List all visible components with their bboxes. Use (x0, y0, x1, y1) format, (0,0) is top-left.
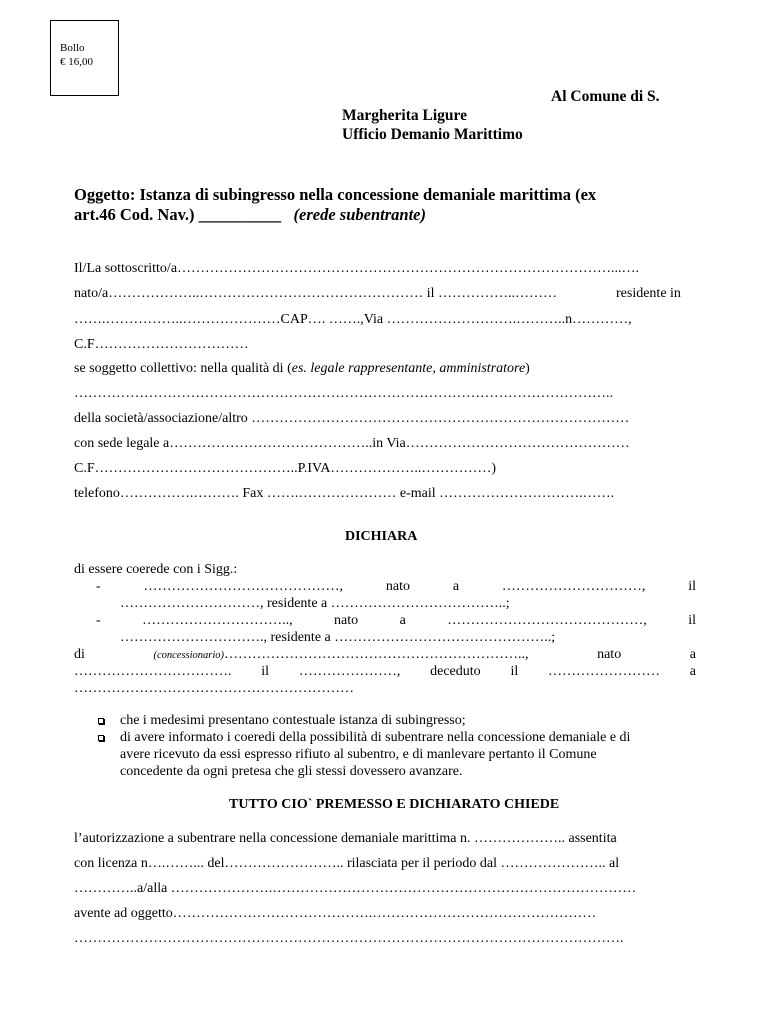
checkbox-icon[interactable] (98, 735, 104, 741)
deceased-row-1[interactable] (74, 647, 696, 663)
concessionaire-field[interactable] (153, 647, 528, 663)
bullet-text-2c: concedente da ogni pretesa che gli stessi dovessero avanzare. (120, 764, 463, 779)
concessionaire-hint: (concessionario) (153, 650, 225, 661)
dash: - (96, 613, 101, 628)
field-applicant-name[interactable]: Il/La sottoscritto/a…………………………………………………………………………………...…. (74, 261, 640, 276)
field-company-tax-vat[interactable]: C.F……………………………………..P.IVA………………..……………) (74, 461, 497, 476)
collective-role-example: es. legale rappresentante, amministratore (291, 361, 526, 376)
field-birth-place-date[interactable]: nato/a………………..………………………………………… il ……………..……… (74, 286, 557, 301)
subject-line-2 (74, 205, 426, 225)
coheir-1-name[interactable]: ……………………………………, (143, 579, 344, 594)
death-place[interactable]: …………………………………………………… (74, 681, 354, 696)
collective-role-prefix: se soggetto collettivo: nella qualità di ( (74, 361, 292, 376)
coheir-row-1[interactable] (96, 579, 696, 595)
label-nato: nato (385, 579, 410, 594)
subject-qualifier: (erede subentrante) (293, 205, 426, 224)
recipient-line-1: Al Comune di S. (551, 88, 660, 105)
coheir-2-name[interactable]: ………………………….., (142, 613, 293, 628)
field-concession-number[interactable]: l’autorizzazione a subentrare nella concessione demaniale marittima n. ……………….. assentita (74, 831, 617, 846)
field-company[interactable]: della società/associazione/altro ……………………………………………………………………… (74, 411, 630, 426)
label-nato: nato (334, 613, 359, 628)
label-a: a (689, 664, 696, 679)
deceased-birthdate[interactable]: …………………, (298, 664, 401, 679)
stamp-label: Bollo (60, 42, 85, 54)
label-deceduto: deceduto (430, 664, 481, 679)
label-a: a (399, 613, 406, 628)
field-period-end[interactable]: …………..a/alla ………………….…………………………………………………………………… (74, 881, 637, 896)
coheir-row-1b[interactable]: …………………………, residente a ………………………………..; (120, 596, 510, 611)
recipient-line-2: Margherita Ligure (342, 107, 467, 124)
label-nato: nato (597, 647, 622, 662)
declare-heading: DICHIARA (345, 529, 418, 544)
coheirs-intro: di essere coerede con i Sigg.: (74, 562, 238, 577)
death-date[interactable]: …………………… (548, 664, 660, 679)
label-il: il (510, 664, 519, 679)
collective-role-suffix: ) (525, 361, 530, 376)
field-object-cont[interactable]: ………………………………………………………………………………………………………. (74, 931, 624, 946)
label-il: il (261, 664, 270, 679)
dash: - (96, 579, 101, 594)
checkbox-icon[interactable] (98, 718, 104, 724)
coheir-1-birthplace[interactable]: …………………………, (501, 579, 646, 594)
request-heading: TUTTO CIO` PREMESSO E DICHIARATO CHIEDE (229, 797, 560, 812)
concessionaire-name[interactable]: ……………………………………………………….., (224, 647, 529, 662)
field-address[interactable]: …….……………..…………………CAP…. …….,Via ……………………….………..n…………, (74, 312, 632, 327)
field-role[interactable]: …………………………………………………………………………………………………….. (74, 386, 613, 401)
label-di: di (74, 647, 85, 662)
coheir-2-birthplace[interactable]: ……………………………………, (447, 613, 647, 628)
label-il: il (688, 579, 696, 594)
bullet-text-2a: di avere informato i coeredi della possibilità di subentrare nella concessione demaniale e di (120, 730, 631, 745)
subject-ref: art.46 Cod. Nav.) __________ (74, 205, 282, 224)
bullet-text-2b: avere ricevuto da essi espresso rifiuto al subentro, e di manlevare pertanto il Comune (120, 747, 597, 762)
subject-line-1: Oggetto: Istanza di subingresso nella concessione demaniale marittima (ex (74, 185, 597, 204)
stamp-box (50, 20, 119, 96)
label-a: a (689, 647, 696, 662)
field-tax-code[interactable]: C.F…………………………… (74, 337, 249, 352)
deceased-birthplace[interactable]: ……………………………. (74, 664, 232, 679)
label-collective-role (74, 361, 530, 377)
coheir-row-2[interactable] (96, 613, 696, 629)
field-legal-seat[interactable]: con sede legale a……………………………………..in Via………………………………………… (74, 436, 630, 451)
deceased-row-2[interactable] (74, 664, 696, 680)
field-contacts[interactable]: telefono…………….………. Fax …….………………… e-mail ………………………….……. (74, 486, 615, 501)
bullet-text-1: che i medesimi presentano contestuale istanza di subingresso; (120, 713, 466, 728)
field-object[interactable]: avente ad oggetto…………………………………….………………………………………… (74, 906, 597, 921)
label-il: il (688, 613, 696, 628)
coheir-row-2b[interactable]: …………………………., residente a ………………………………………..; (120, 630, 556, 645)
label-resident-in: residente in (616, 286, 681, 301)
label-a: a (452, 579, 460, 594)
stamp-amount: € 16,00 (60, 56, 93, 68)
field-licence[interactable]: con licenza n….……... del…………………….. rilasciata per il periodo dal ………………….. al (74, 856, 620, 871)
recipient-line-3: Ufficio Demanio Marittimo (342, 126, 523, 143)
